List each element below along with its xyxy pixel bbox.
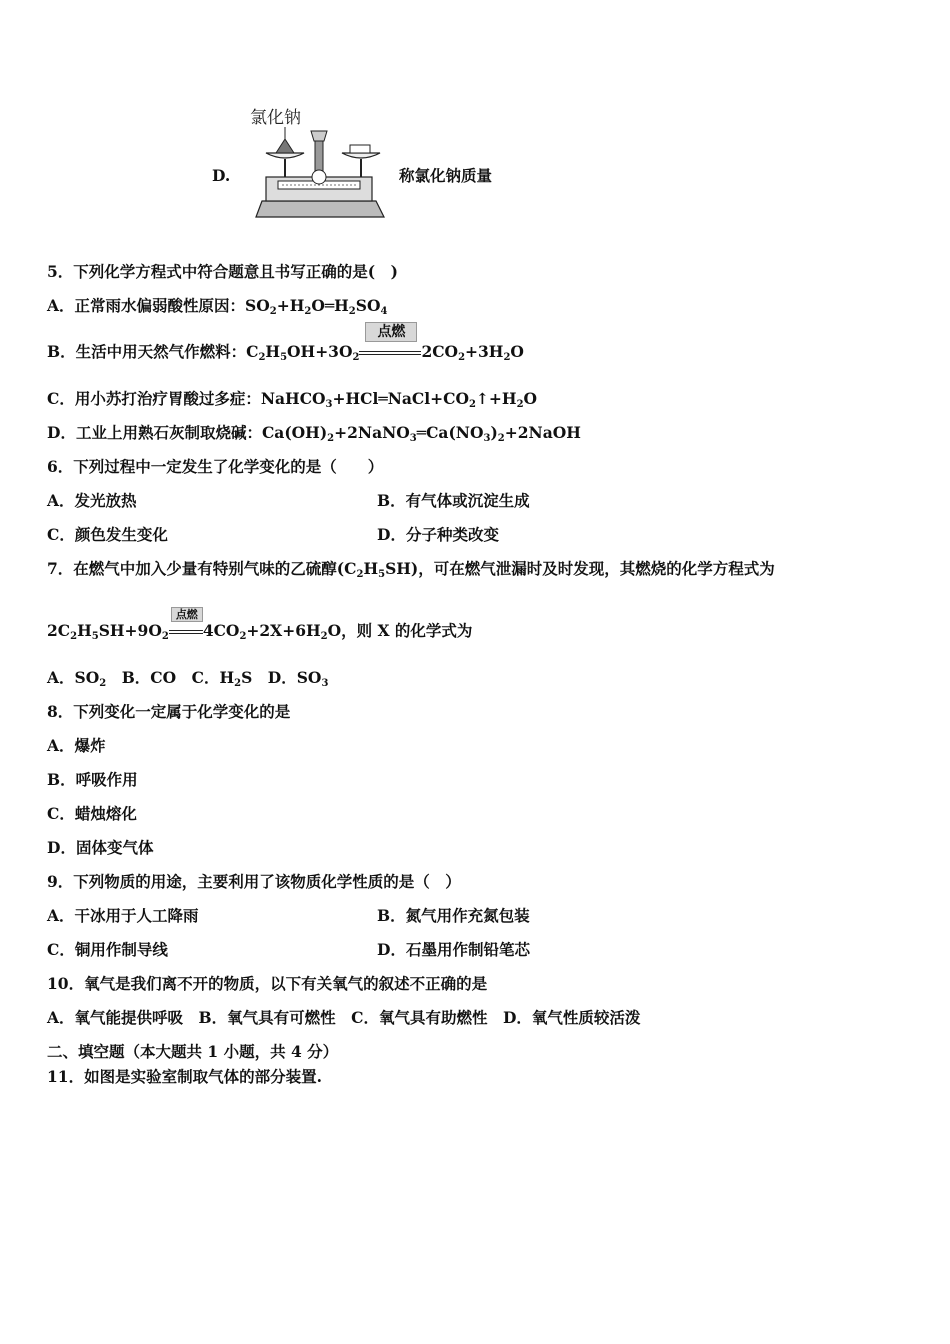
q6-option-d: D．分子种类改变 (377, 525, 499, 544)
q9-option-b: B．氮气用作充氮包装 (377, 906, 530, 925)
reaction-condition-arrow: 点燃 (359, 342, 421, 362)
q5-option-c: C．用小苏打治疗胃酸过多症：$NaHCO_3+HCl═NaCl+CO_2↑+H_2O$ (47, 389, 538, 410)
q5-option-b: B．生活中用天然气作燃料：$C_2H_5OH+3O_2$ 点燃 $2CO_2+3H_2O$ (47, 324, 524, 363)
q6-option-b: B．有气体或沉淀生成 (377, 491, 530, 510)
q4-option-d-text: 称氯化钠质量 (399, 166, 493, 185)
q8-option-a: A．爆炸 (47, 736, 106, 755)
section-heading: 二、填空题（本大题共 1 小题，共 4 分） (47, 1042, 339, 1061)
q8-option-d: D．固体变气体 (47, 838, 154, 857)
q8-option-c: C．蜡烛熔化 (47, 804, 137, 823)
q5-stem: 5．下列化学方程式中符合题意且书写正确的是( ) (47, 262, 398, 281)
q7-equation: $2C_2H_5SH+9O_2$ 点燃 $4CO_2+2X+6H_2O$，则 X 的化学式为 (47, 608, 473, 642)
q7-stem: 7．在燃气中加入少量有特别气味的乙硫醇$(C_2H_5SH)$，可在燃气泄漏时及时发现，其燃烧的化学方程式为 (47, 559, 775, 580)
balance-scale-image (248, 105, 390, 223)
q10-options: A．氧气能提供呼吸 B．氧气具有可燃性 C．氧气具有助燃性 D．氧气性质较活泼 (47, 1008, 641, 1027)
q8-stem: 8．下列变化一定属于化学变化的是 (47, 702, 291, 721)
q8-option-b: B．呼吸作用 (47, 770, 138, 789)
reaction-condition-arrow: 点燃 (169, 621, 203, 641)
q9-option-d: D．石墨用作制铅笔芯 (377, 940, 530, 959)
q5-option-d: D．工业上用熟石灰制取烧碱：$Ca(OH)_2+2NaNO_3═Ca(NO_3)_2+2NaOH$ (47, 423, 581, 444)
q9-option-a: A．干冰用于人工降雨 (47, 906, 199, 925)
q9-option-c: C．铜用作制导线 (47, 940, 168, 959)
q6-option-a: A．发光放热 (47, 491, 137, 510)
q11-stem: 11．如图是实验室制取气体的部分装置. (47, 1067, 322, 1086)
q5-option-a: A．正常雨水偏弱酸性原因：$SO_2+H_2O═H_2SO_4$ (47, 296, 388, 317)
q4-option-d-letter: D. (212, 166, 231, 185)
q6-option-c: C．颜色发生变化 (47, 525, 168, 544)
balance-label: 氯化钠 (250, 108, 301, 128)
q6-stem: 6．下列过程中一定发生了化学变化的是（ ） (47, 457, 384, 476)
q10-stem: 10．氧气是我们离不开的物质，以下有关氧气的叙述不正确的是 (47, 974, 488, 993)
q7-options: A．$SO_2$ B．CO C．$H_2S$ D．$SO_3$ (47, 668, 329, 689)
q9-stem: 9．下列物质的用途，主要利用了该物质化学性质的是（ ） (47, 872, 461, 891)
